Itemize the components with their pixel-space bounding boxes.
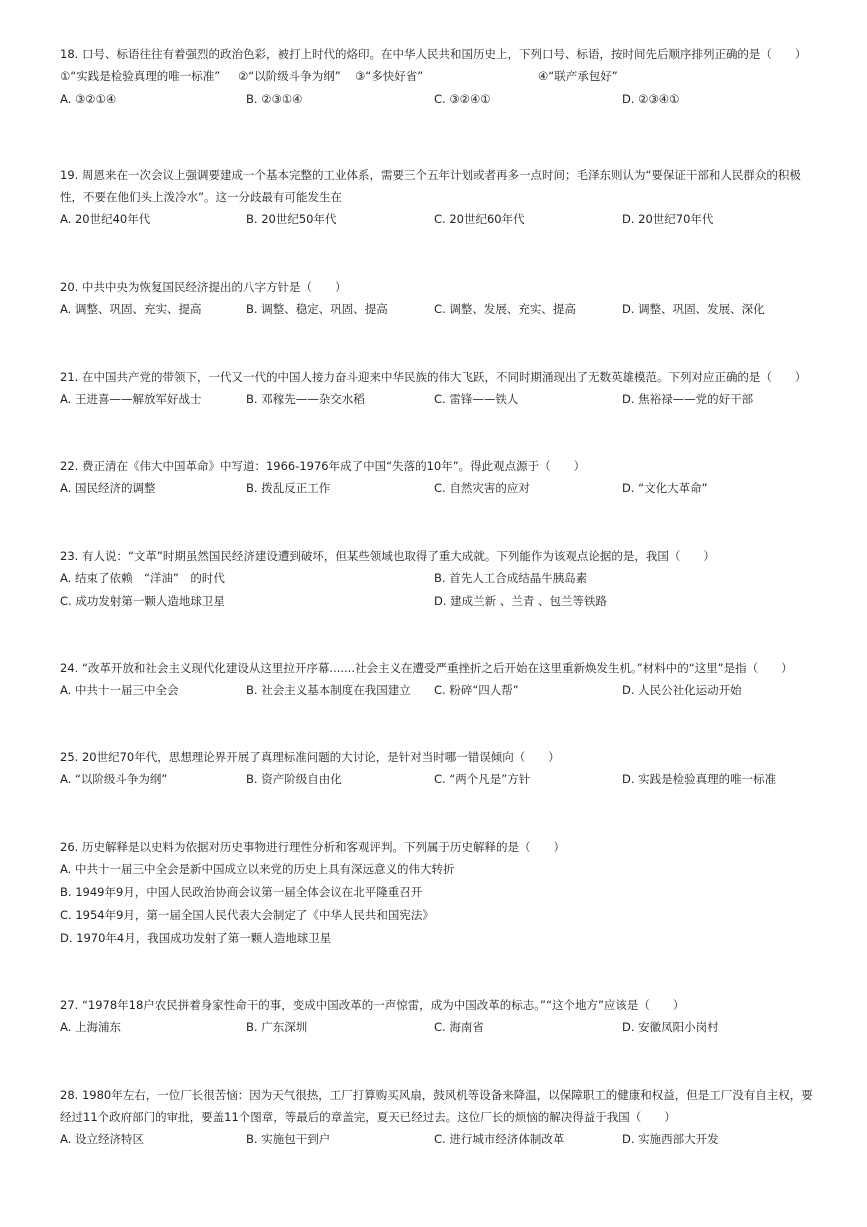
option-list [60,858,820,950]
option-row [60,679,820,702]
option-row [60,1016,820,1039]
statement-item: ①“实践是检验真理的唯一标准” [60,69,221,83]
question-19 [60,164,820,231]
option-a[interactable]: A. 20世纪40年代 [60,212,151,226]
option-b[interactable]: B. 调整、稳定、巩固、提高 [246,302,388,316]
option-c[interactable]: C. “两个凡是”方针 [434,772,531,786]
option-d[interactable]: D. 实践是检验真理的唯一标准 [622,772,777,786]
option-d[interactable]: D. 调整、巩固、发展、深化 [622,302,765,316]
option-a[interactable]: A. 设立经济特区 [60,1132,144,1146]
option-c[interactable]: C. 成功发射第一颗人造地球卫星 [60,594,225,608]
option-c[interactable]: C. 进行城市经济体制改革 [434,1132,565,1146]
option-row [60,208,820,231]
question-21 [60,366,820,411]
option-c[interactable]: C. 20世纪60年代 [434,212,525,226]
option-b[interactable]: B. 实施包干到户 [246,1132,331,1146]
option-b[interactable]: B. 社会主义基本制度在我国建立 [246,683,411,697]
option-a[interactable]: A. 结束了依赖 “洋油” 的时代 [60,571,225,585]
question-20 [60,276,820,321]
option-d[interactable]: D. 实施西部大开发 [622,1132,719,1146]
option-b[interactable]: B. 邓稼先——杂交水稻 [246,392,365,406]
question-stem: 19. 周恩来在一次会议上强调要建成一个基本完整的工业体系，需要三个五年计划或者再多一点时间；毛泽东则认为“要保证干部和人民群众的积极性，不要在他们头上泼冷水”。这一分歧最有可能发生在 [60,168,801,204]
option-d[interactable]: D. ②③④① [622,92,680,106]
statement-item: ④“联产承包好” [538,69,618,83]
question-stem: 22. 费正清在《伟大中国革命》中写道：1966-1976年成了中国“失落的10年”。得此观点源于（ ） [60,459,586,473]
question-stem: 24. “改革开放和社会主义现代化建设从这里拉开序幕.......社会主义在遭受严重挫折之后开始在这里重新焕发生机。”材料中的“这里”是指（ ） [60,661,793,675]
option-row [60,298,820,321]
option-c[interactable]: C. 雷锋——铁人 [434,392,519,406]
option-b[interactable]: B. 20世纪50年代 [246,212,337,226]
option-a[interactable]: A. 上海浦东 [60,1020,121,1034]
option-b[interactable]: B. 首先人工合成结晶牛胰岛素 [434,571,588,585]
question-stem: 20. 中共中央为恢复国民经济提出的八字方针是（ ） [60,280,347,294]
option-c[interactable]: C. 1954年9月，第一届全国人民代表大会制定了《中华人民共和国宪法》 [60,908,434,922]
option-a[interactable]: A. 国民经济的调整 [60,481,156,495]
option-b[interactable]: B. ②③①④ [246,92,303,106]
statement-item: ②“以阶级斗争为纲” [238,69,341,83]
option-a[interactable]: A. 王进喜——解放军好战士 [60,392,202,406]
question-23 [60,545,820,613]
option-row [60,388,820,411]
statement-list [60,65,820,88]
option-row [60,768,820,791]
question-stem: 21. 在中国共产党的带领下，一代又一代的中国人接力奋斗迎来中华民族的伟大飞跃，不同时期涌现出了无数英雄模范。下列对应正确的是（ ） [60,370,807,384]
option-c[interactable]: C. 海南省 [434,1020,484,1034]
question-28 [60,1084,820,1151]
option-d[interactable]: D. 20世纪70年代 [622,212,714,226]
question-25 [60,746,820,791]
option-row [60,590,820,613]
option-b[interactable]: B. 1949年9月，中国人民政治协商会议第一届全体会议在北平隆重召开 [60,885,423,899]
option-row [60,88,820,111]
statement-item: ③“多快好省” [355,69,424,83]
option-d[interactable]: D. “文化大革命” [622,481,708,495]
option-a[interactable]: A. ③②①④ [60,92,117,106]
option-c[interactable]: C. 自然灾害的应对 [434,481,530,495]
question-22 [60,455,820,500]
option-b[interactable]: B. 广东深圳 [246,1020,308,1034]
question-18 [60,43,820,111]
option-row [60,567,820,590]
option-row [60,1128,820,1151]
option-a[interactable]: A. 中共十一届三中全会是新中国成立以来党的历史上具有深远意义的伟大转折 [60,862,455,876]
question-stem: 25. 20世纪70年代，思想理论界开展了真理标准问题的大讨论，是针对当时哪一错误倾向（ ） [60,750,560,764]
option-d[interactable]: D. 人民公社化运动开始 [622,683,742,697]
option-c[interactable]: C. 调整、发展、充实、提高 [434,302,576,316]
option-d[interactable]: D. 焦裕禄——党的好干部 [622,392,754,406]
option-b[interactable]: B. 资产阶级自由化 [246,772,342,786]
option-d[interactable]: D. 1970年4月，我国成功发射了第一颗人造地球卫星 [60,931,332,945]
option-c[interactable]: C. 粉碎“四人帮” [434,683,519,697]
option-a[interactable]: A. “以阶级斗争为纲” [60,772,168,786]
question-stem: 26. 历史解释是以史料为依据对历史事物进行理性分析和客观评判。下列属于历史解释的是（ ） [60,840,565,854]
question-26 [60,836,820,950]
question-stem: 23. 有人说：“文革”时期虽然国民经济建设遭到破坏，但某些领域也取得了重大成就。下列能作为该观点论据的是，我国（ ） [60,549,715,563]
question-24 [60,657,820,702]
question-stem: 18. 口号、标语往往有着强烈的政治色彩，被打上时代的烙印。在中华人民共和国历史上，下列口号、标语，按时间先后顺序排列正确的是（ ） [60,47,807,61]
question-stem: 28. 1980年左右，一位厂长很苦恼：因为天气很热，工厂打算购买风扇，鼓风机等设备来降温，以保障职工的健康和权益，但是工厂没有自主权，要经过11个政府部门的审批，要盖11个图章，等最后的章盖完，夏天已经过去。这位厂长的烦恼的解决得益于我国（ ） [60,1088,813,1124]
option-a[interactable]: A. 调整、巩固、充实、提高 [60,302,202,316]
option-row [60,477,820,500]
question-stem: 27. “1978年18户农民拼着身家性命干的事，变成中国改革的一声惊雷，成为中国改革的标志。”“这个地方”应该是（ ） [60,998,685,1012]
option-d[interactable]: D. 建成兰新 、兰青 、包兰等铁路 [434,594,607,608]
question-27 [60,994,820,1039]
option-c[interactable]: C. ③②④① [434,92,491,106]
option-b[interactable]: B. 拨乱反正工作 [246,481,331,495]
option-a[interactable]: A. 中共十一届三中全会 [60,683,179,697]
option-d[interactable]: D. 安徽凤阳小岗村 [622,1020,719,1034]
